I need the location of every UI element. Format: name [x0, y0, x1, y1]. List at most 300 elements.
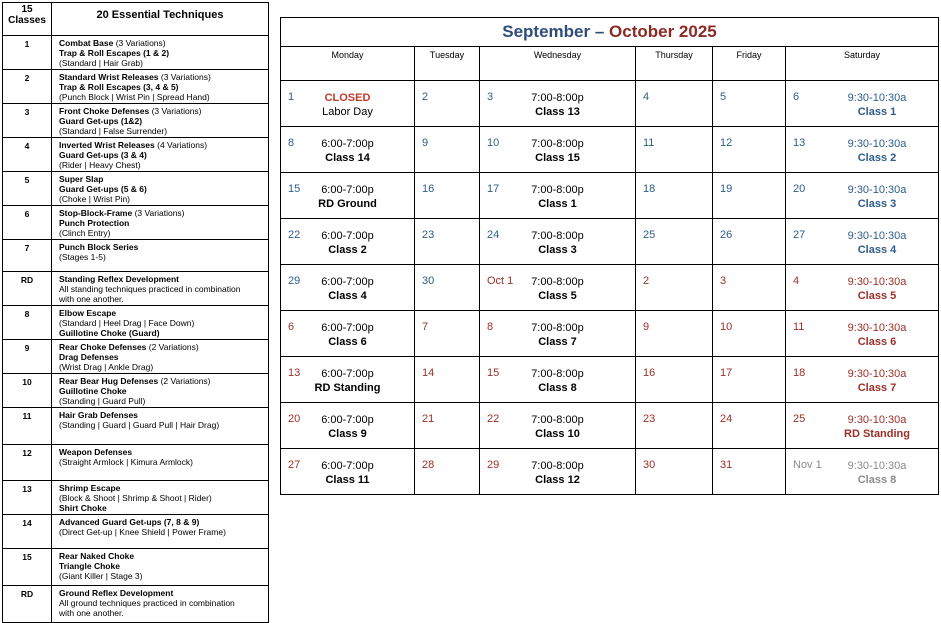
calendar-day-cell	[713, 81, 786, 127]
technique-description	[52, 240, 269, 272]
calendar-day-cell	[786, 127, 939, 173]
technique-number: 5	[3, 172, 52, 206]
class-time: 9:30-10:30a	[847, 414, 907, 426]
class-time: 9:30-10:30a	[847, 368, 907, 380]
day-number: 9	[643, 321, 650, 333]
day-number: 3	[720, 275, 727, 287]
technique-line-text: with one another.	[59, 294, 124, 304]
technique-description	[52, 445, 269, 481]
technique-description	[52, 172, 269, 206]
technique-line-text: Drag Defenses	[59, 352, 119, 362]
calendar-day-cell	[415, 311, 480, 357]
technique-row	[3, 172, 269, 206]
calendar-day-cell	[480, 311, 636, 357]
techniques-table	[2, 2, 269, 623]
class-time: 7:00-8:00p	[531, 230, 584, 242]
technique-line	[59, 242, 266, 252]
technique-line	[59, 38, 266, 48]
class-time: 9:30-10:30a	[847, 276, 907, 288]
day-header-saturday: Saturday	[786, 47, 939, 81]
day-number: 29	[288, 275, 301, 287]
technique-variations: (3 Variations)	[132, 208, 185, 218]
technique-line-text: Punch Block Series	[59, 242, 139, 252]
technique-line-text: All standing techniques practiced in combination	[59, 284, 241, 294]
class-time: 9:30-10:30a	[847, 322, 907, 334]
day-number: 24	[487, 229, 500, 241]
technique-description	[52, 306, 269, 340]
calendar-day-cell	[281, 449, 415, 495]
technique-line-text: Weapon Defenses	[59, 447, 133, 457]
calendar-day-cell	[415, 219, 480, 265]
calendar-day-cell	[713, 357, 786, 403]
technique-number: 3	[3, 104, 52, 138]
class-name: Class 4	[328, 290, 367, 302]
class-name: Class 4	[857, 244, 897, 256]
technique-line-text: Super Slap	[59, 174, 104, 184]
day-number: 11	[643, 137, 655, 149]
technique-description	[52, 515, 269, 549]
technique-description	[52, 206, 269, 240]
technique-line-text: Punch Protection	[59, 218, 130, 228]
day-number: 20	[793, 183, 806, 195]
class-name: Class 13	[535, 106, 580, 118]
calendar-day-cell	[281, 311, 415, 357]
class-name: Class 2	[328, 244, 367, 256]
techniques-title-header: 20 Essential Techniques	[52, 3, 269, 36]
technique-description	[52, 408, 269, 445]
technique-row	[3, 549, 269, 586]
day-number: Oct 1	[487, 275, 514, 287]
day-number: 16	[422, 183, 435, 195]
calendar-day-cell	[415, 81, 480, 127]
day-number: 5	[720, 91, 727, 103]
class-time: 6:00-7:00p	[321, 460, 374, 472]
technique-line	[59, 140, 266, 150]
technique-number: 7	[3, 240, 52, 272]
calendar-day-cell	[786, 449, 939, 495]
technique-line	[59, 396, 266, 406]
day-number: 6	[793, 91, 800, 103]
technique-row	[3, 104, 269, 138]
day-number: 8	[288, 137, 295, 149]
technique-variations: (4 Variations)	[154, 140, 208, 150]
technique-line-text: Trap & Roll Escapes (1 & 2)	[59, 48, 170, 58]
technique-line	[59, 228, 266, 238]
day-number: 2	[422, 91, 429, 103]
calendar-day-cell	[713, 173, 786, 219]
technique-line-text: (Rider | Heavy Chest)	[59, 160, 141, 170]
technique-line-text: (Standard | Heel Drag | Face Down)	[59, 318, 195, 328]
class-name: Class 1	[857, 106, 897, 118]
day-header-friday: Friday	[713, 47, 786, 81]
technique-line-text: Shrimp Escape	[59, 483, 121, 493]
class-name: Class 3	[857, 198, 897, 210]
technique-description	[52, 374, 269, 408]
technique-description	[52, 586, 269, 623]
class-time: 6:00-7:00p	[321, 230, 374, 242]
day-number: 23	[643, 413, 656, 425]
technique-line-text: Elbow Escape	[59, 308, 117, 318]
calendar-day-cell	[713, 403, 786, 449]
technique-line	[59, 420, 266, 430]
technique-line	[59, 527, 266, 537]
technique-number: 11	[3, 408, 52, 445]
technique-line-text: (Standard | Hair Grab)	[59, 58, 143, 68]
calendar-day-cell	[636, 265, 713, 311]
technique-number: RD	[3, 586, 52, 623]
technique-line-text: Ground Reflex Development	[59, 588, 174, 598]
day-number: 4	[643, 91, 650, 103]
technique-number: 9	[3, 340, 52, 374]
technique-number: 14	[3, 515, 52, 549]
class-time: 9:30-10:30a	[847, 184, 907, 196]
class-time: 6:00-7:00p	[321, 368, 374, 380]
day-number: 27	[793, 229, 806, 241]
title-dash: –	[590, 22, 610, 41]
technique-row	[3, 586, 269, 623]
class-name: RD Ground	[318, 198, 377, 210]
technique-line	[59, 308, 266, 318]
technique-number: 6	[3, 206, 52, 240]
technique-row	[3, 340, 269, 374]
day-number: 1	[288, 91, 295, 103]
technique-line-text: Rear Choke Defenses	[59, 342, 147, 352]
class-time: 7:00-8:00p	[531, 92, 584, 104]
technique-line-text: with one another.	[59, 608, 124, 618]
class-name: Class 6	[328, 336, 367, 348]
day-number: 25	[643, 229, 656, 241]
technique-line-text: Guillotine Choke (Guard)	[59, 328, 160, 338]
class-name: Class 2	[857, 152, 897, 164]
day-number: 22	[288, 229, 301, 241]
technique-line-text: (Direct Get-up | Knee Shield | Power Frame)	[59, 527, 226, 537]
day-header-wednesday: Wednesday	[480, 47, 636, 81]
day-number: 27	[288, 459, 301, 471]
technique-line	[59, 126, 266, 136]
technique-line	[59, 150, 266, 160]
calendar-day-cell	[636, 357, 713, 403]
class-name: Class 8	[538, 382, 577, 394]
technique-line-text: (Block & Shoot | Shrimp & Shoot | Rider)	[59, 493, 212, 503]
day-number: 10	[720, 321, 733, 333]
calendar-title	[281, 18, 939, 47]
technique-line-text: Front Choke Defenses	[59, 106, 150, 116]
technique-description	[52, 481, 269, 515]
technique-line-text: Inverted Wrist Releases	[59, 140, 155, 150]
technique-line-text: Stop-Block-Frame	[59, 208, 133, 218]
technique-variations: (2 Variations)	[146, 342, 199, 352]
day-header-thursday: Thursday	[636, 47, 713, 81]
day-number: 17	[487, 183, 500, 195]
technique-number: 4	[3, 138, 52, 172]
technique-number: 10	[3, 374, 52, 408]
technique-line	[59, 184, 266, 194]
class-time: 9:30-10:30a	[847, 230, 907, 242]
technique-line-text: Guard Get-ups (5 & 6)	[59, 184, 147, 194]
calendar-day-cell	[281, 81, 415, 127]
closed-label: CLOSED	[324, 92, 371, 104]
day-number: 9	[422, 137, 429, 149]
technique-variations: (3 Variations)	[149, 106, 202, 116]
technique-line-text: (Stages 1-5)	[59, 252, 106, 262]
calendar-day-cell	[713, 219, 786, 265]
technique-line	[59, 328, 266, 338]
technique-row	[3, 206, 269, 240]
day-number: 24	[720, 413, 733, 425]
day-number: Nov 1	[793, 459, 822, 471]
techniques-header-row	[3, 3, 269, 36]
technique-line-text: (Clinch Entry)	[59, 228, 111, 238]
calendar-day-cell	[636, 81, 713, 127]
technique-description	[52, 340, 269, 374]
calendar-week-row	[281, 81, 939, 127]
technique-line	[59, 386, 266, 396]
day-number: 4	[793, 275, 800, 287]
calendar-week-row	[281, 449, 939, 495]
technique-line	[59, 58, 266, 68]
calendar-day-cell	[713, 311, 786, 357]
calendar-day-cell	[480, 173, 636, 219]
technique-line	[59, 376, 266, 386]
class-calendar	[280, 17, 939, 495]
technique-line-text: Combat Base	[59, 38, 114, 48]
day-number: 13	[288, 367, 301, 379]
calendar-day-cell	[636, 311, 713, 357]
technique-line	[59, 608, 266, 618]
technique-line	[59, 252, 266, 262]
class-name: Class 11	[325, 474, 370, 486]
technique-line-text: Rear Naked Choke	[59, 551, 135, 561]
calendar-day-cell	[480, 127, 636, 173]
technique-variations: (3 Variations)	[113, 38, 166, 48]
day-number: 30	[643, 459, 656, 471]
technique-line-text: (Giant Killer | Stage 3)	[59, 571, 143, 581]
calendar-day-cell	[281, 265, 415, 311]
class-name: Class 14	[325, 152, 370, 164]
technique-line	[59, 362, 266, 372]
technique-line-text: Guard Get-ups (1&2)	[59, 116, 143, 126]
class-time: 7:00-8:00p	[531, 184, 584, 196]
technique-line	[59, 92, 266, 102]
day-number: 22	[487, 413, 500, 425]
technique-description	[52, 549, 269, 586]
holiday-label: Labor Day	[322, 106, 373, 118]
class-time: 6:00-7:00p	[321, 322, 374, 334]
technique-line	[59, 174, 266, 184]
technique-line	[59, 116, 266, 126]
technique-line	[59, 284, 266, 294]
day-header-monday: Monday	[281, 47, 415, 81]
technique-line	[59, 517, 266, 527]
technique-line-text: Triangle Choke	[59, 561, 120, 571]
title-month-october: October 2025	[609, 22, 717, 41]
day-number: 26	[720, 229, 733, 241]
technique-line	[59, 503, 266, 513]
class-time: 6:00-7:00p	[321, 138, 374, 150]
technique-line-text: (Standing | Guard Pull)	[59, 396, 146, 406]
calendar-day-cell	[636, 173, 713, 219]
class-time: 9:30-10:30a	[847, 460, 907, 472]
calendar-day-cell	[786, 173, 939, 219]
technique-line-text: (Wrist Drag | Ankle Drag)	[59, 362, 154, 372]
class-time: 7:00-8:00p	[531, 322, 584, 334]
technique-number: 15	[3, 549, 52, 586]
calendar-day-cell	[281, 357, 415, 403]
calendar-day-cell	[415, 127, 480, 173]
calendar-week-row	[281, 173, 939, 219]
calendar-day-cell	[636, 449, 713, 495]
technique-row	[3, 515, 269, 549]
class-name: Class 10	[535, 428, 580, 440]
class-time: 9:30-10:30a	[847, 92, 907, 104]
technique-line	[59, 342, 266, 352]
class-time: 7:00-8:00p	[531, 368, 584, 380]
technique-line	[59, 72, 266, 82]
technique-line	[59, 457, 266, 467]
day-number: 7	[422, 321, 429, 333]
day-number: 28	[422, 459, 435, 471]
class-name: Class 6	[857, 336, 897, 348]
day-number: 12	[720, 137, 733, 149]
technique-line	[59, 160, 266, 170]
technique-row	[3, 408, 269, 445]
calendar-day-cell	[281, 127, 415, 173]
calendar-day-cell	[786, 311, 939, 357]
technique-line-text: Guillotine Choke	[59, 386, 127, 396]
technique-line	[59, 294, 266, 304]
day-number: 21	[422, 413, 435, 425]
day-number: 18	[643, 183, 656, 195]
technique-line	[59, 588, 266, 598]
technique-line-text: All ground techniques practiced in combination	[59, 598, 235, 608]
class-name: Class 12	[535, 474, 580, 486]
technique-row	[3, 36, 269, 70]
technique-line	[59, 318, 266, 328]
technique-line-text: Shirt Choke	[59, 503, 107, 513]
day-number: 17	[720, 367, 733, 379]
class-name: Class 1	[538, 198, 577, 210]
technique-line	[59, 106, 266, 116]
calendar-day-cell	[713, 449, 786, 495]
technique-number: 12	[3, 445, 52, 481]
day-number: 11	[793, 321, 805, 333]
day-number: 13	[793, 137, 806, 149]
class-name: Class 5	[538, 290, 577, 302]
technique-line	[59, 274, 266, 284]
calendar-day-cell	[480, 81, 636, 127]
calendar-day-cell	[786, 219, 939, 265]
technique-line-text: Trap & Roll Escapes (3, 4 & 5)	[59, 82, 179, 92]
technique-line	[59, 410, 266, 420]
class-name: Class 3	[538, 244, 577, 256]
class-name: Class 15	[535, 152, 580, 164]
technique-line	[59, 218, 266, 228]
calendar-day-cell	[636, 219, 713, 265]
technique-line	[59, 551, 266, 561]
technique-line	[59, 493, 266, 503]
day-number: 2	[643, 275, 650, 287]
technique-number: 2	[3, 70, 52, 104]
day-number: 10	[487, 137, 500, 149]
class-time: 9:30-10:30a	[847, 138, 907, 150]
class-name: Class 7	[857, 382, 897, 394]
day-header-row	[281, 47, 939, 81]
day-number: 25	[793, 413, 806, 425]
technique-line-text: Rear Bear Hug Defenses	[59, 376, 159, 386]
calendar-day-cell	[636, 403, 713, 449]
class-time: 7:00-8:00p	[531, 414, 584, 426]
day-number: 15	[288, 183, 301, 195]
technique-row	[3, 306, 269, 340]
technique-line-text: Standard Wrist Releases	[59, 72, 159, 82]
calendar-day-cell	[713, 127, 786, 173]
technique-description	[52, 138, 269, 172]
day-number: 29	[487, 459, 500, 471]
class-time: 6:00-7:00p	[321, 184, 374, 196]
calendar-day-cell	[415, 403, 480, 449]
technique-description	[52, 104, 269, 138]
day-number: 6	[288, 321, 295, 333]
technique-description	[52, 272, 269, 306]
calendar-title-row	[281, 18, 939, 47]
day-number: 14	[422, 367, 435, 379]
technique-line	[59, 194, 266, 204]
technique-variations: (2 Variations)	[158, 376, 211, 386]
calendar-day-cell	[713, 265, 786, 311]
technique-number: 1	[3, 36, 52, 70]
day-number: 20	[288, 413, 301, 425]
calendar-week-row	[281, 219, 939, 265]
technique-line	[59, 208, 266, 218]
calendar-day-cell	[281, 173, 415, 219]
title-month-september: September	[502, 22, 591, 41]
day-number: 3	[487, 91, 494, 103]
technique-row	[3, 374, 269, 408]
technique-line-text: Advanced Guard Get-ups (7, 8 & 9)	[59, 517, 200, 527]
day-number: 31	[720, 459, 733, 471]
technique-row	[3, 138, 269, 172]
technique-number: 13	[3, 481, 52, 515]
calendar-day-cell	[415, 265, 480, 311]
day-number: 30	[422, 275, 435, 287]
technique-line-text: Hair Grab Defenses	[59, 410, 138, 420]
day-number: 18	[793, 367, 806, 379]
calendar-day-cell	[281, 403, 415, 449]
day-number: 8	[487, 321, 494, 333]
calendar-day-cell	[480, 403, 636, 449]
technique-number: RD	[3, 272, 52, 306]
day-number: 23	[422, 229, 435, 241]
technique-line	[59, 483, 266, 493]
calendar-week-row	[281, 311, 939, 357]
technique-line-text: Guard Get-ups (3 & 4)	[59, 150, 147, 160]
calendar-week-row	[281, 357, 939, 403]
calendar-week-row	[281, 403, 939, 449]
calendar-day-cell	[480, 219, 636, 265]
calendar-day-cell	[415, 449, 480, 495]
technique-description	[52, 36, 269, 70]
technique-line	[59, 82, 266, 92]
calendar-day-cell	[786, 265, 939, 311]
class-time: 7:00-8:00p	[531, 138, 584, 150]
class-name: RD Standing	[844, 428, 910, 440]
class-time: 6:00-7:00p	[321, 414, 374, 426]
calendar-week-row	[281, 265, 939, 311]
technique-line	[59, 571, 266, 581]
technique-row	[3, 445, 269, 481]
technique-row	[3, 70, 269, 104]
technique-line	[59, 352, 266, 362]
